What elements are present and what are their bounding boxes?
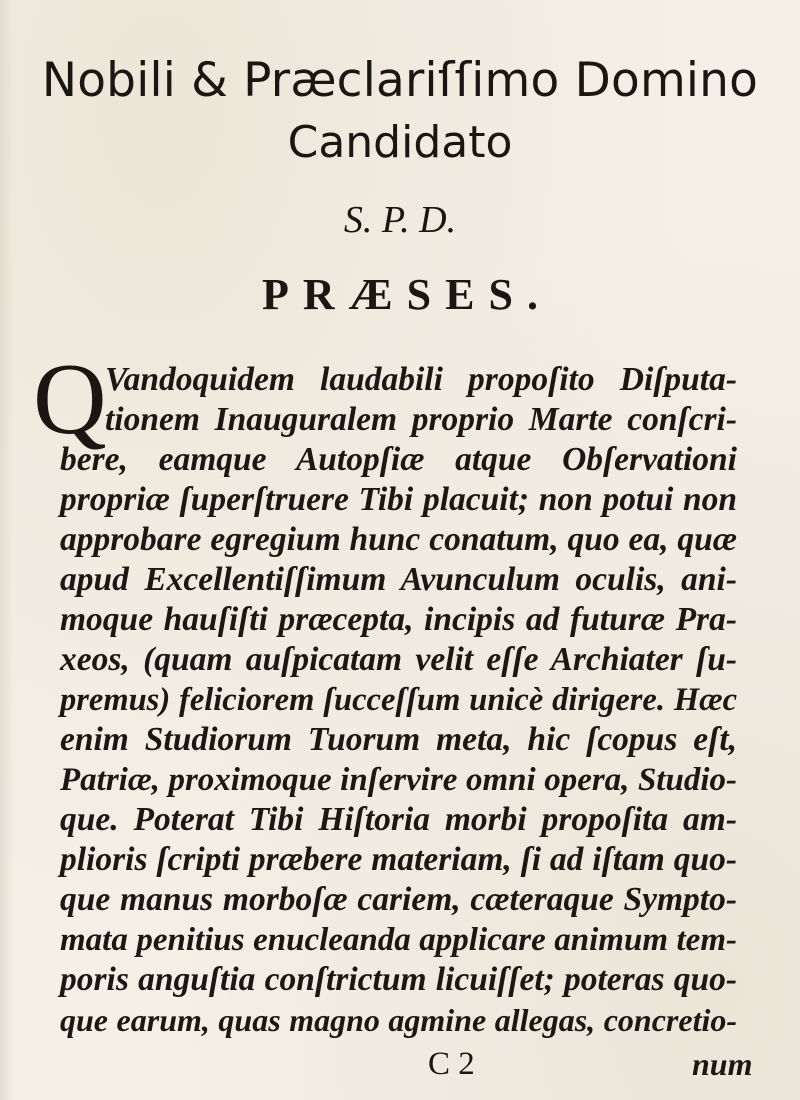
body-text-line: bere, eamque Autopſiæ atque Obſervationi	[60, 441, 737, 478]
body-text-line: moque hauſiſti præcepta, incipis ad futuræ Pra-	[60, 601, 737, 638]
body-text-line: mata penitius enucleanda applicare animum tem-	[60, 922, 737, 958]
dedication-title-line-1: Nobili & Præclariſſimo Domino	[41, 53, 759, 108]
body-text-line: enim Studiorum Tuorum meta, hic ſcopus eſt,	[60, 721, 737, 758]
body-text-line: plioris ſcripti præbere materiam, ſi ad iſtam quo-	[60, 841, 737, 878]
body-text-line: apud Excellentiſſimum Avunculum oculis, ani-	[60, 561, 737, 598]
body-text-line: que. Poterat Tibi Hiſtoria morbi propoſita am-	[60, 801, 737, 838]
body-text-line: xeos, (quam auſpicatam velit eſſe Archiater ſu-	[60, 641, 737, 678]
body-text-line: Patriæ, proximoque inſervire omni opera, Studio-	[60, 762, 737, 798]
drop-cap-initial: Q	[33, 343, 107, 456]
body-text-line: approbare egregium hunc conatum, quo ea, quæ	[60, 521, 737, 558]
body-text-line: Vandoquidem laudabili propoſito Diſputa-	[105, 361, 737, 398]
body-text-line: que manus morboſæ cariem, cæteraque Sympto-	[60, 881, 737, 918]
signature-mark: C 2	[428, 1046, 475, 1082]
body-text-line: poris anguſtia conſtrictum licuiſſet; poteras quo-	[60, 961, 737, 998]
salutation: S. P. D.	[343, 199, 457, 241]
body-text-line: premus) feliciorem ſucceſſum unicè dirigere. Hæc	[60, 682, 737, 718]
body-text-line: tionem Inauguralem proprio Marte conſcri-	[105, 401, 737, 438]
dedication-title-line-2: Candidato	[287, 117, 513, 168]
body-text-line: propriæ ſuperſtruere Tibi placuit; non potui non	[60, 481, 737, 518]
body-text-line: que earum, quas magno agmine allegas, concretio-	[60, 1002, 737, 1038]
catchword: num	[692, 1046, 753, 1082]
author-praeses: PRÆSES.	[262, 270, 552, 319]
